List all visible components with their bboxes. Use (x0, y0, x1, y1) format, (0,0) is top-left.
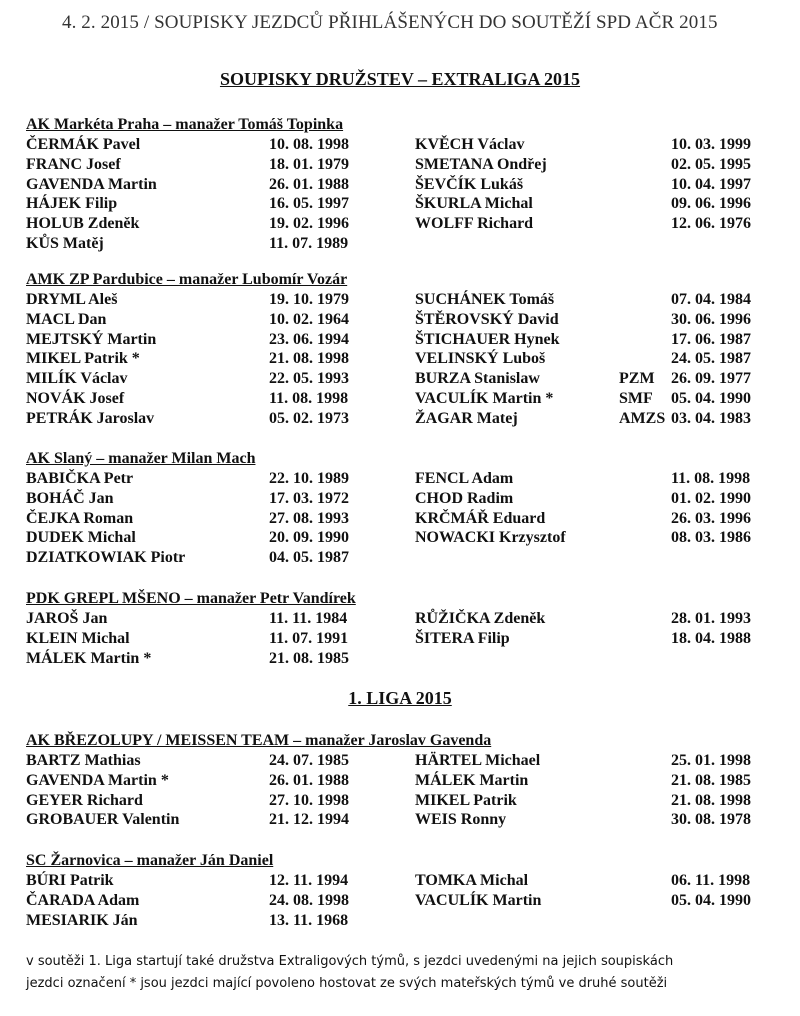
rider-name: GAVENDA Martin (26, 175, 157, 193)
rider-birthdate: 23. 06. 1994 (269, 330, 349, 348)
rider-birthdate: 21. 08. 1998 (269, 350, 349, 368)
rider-birthdate: 06. 11. 1998 (671, 872, 751, 889)
rider-name: HÄRTEL Michael (415, 752, 541, 769)
rider-birthdate: 26. 01. 1988 (269, 175, 349, 193)
rider-birthdate: 18. 04. 1988 (671, 629, 751, 647)
team-block-brezolupy-meissen (26, 731, 800, 830)
rider-name: GROBAUER Valentin (26, 811, 180, 829)
rider-name: MILÍK Václav (26, 370, 128, 388)
roster-row (26, 509, 800, 529)
rider-name: DRYML Aleš (26, 291, 118, 308)
rider-name: FENCL Adam (415, 470, 514, 487)
rider-birthdate: 09. 06. 1996 (671, 195, 751, 213)
rider-birthdate: 11. 08. 1998 (269, 389, 349, 407)
rider-name: MIKEL Patrik (415, 791, 517, 809)
rider-name: MIKEL Patrik * (26, 350, 140, 368)
rider-name: BOHÁČ Jan (26, 489, 114, 507)
rider-name: KVĚCH Václav (415, 136, 525, 153)
rider-birthdate: 28. 01. 1993 (671, 610, 751, 627)
document-header: 4. 2. 2015 / SOUPISKY JEZDCŮ PŘIHLÁŠENÝCH DO SOUTĚŽÍ SPD AČR 2015 (62, 12, 718, 33)
rider-birthdate: 05. 04. 1990 (671, 389, 751, 407)
rider-name: BABIČKA Petr (26, 470, 134, 487)
roster-row (26, 751, 800, 771)
roster-row (26, 290, 800, 310)
rider-federation: SMF (619, 389, 653, 407)
rider-birthdate: 18. 01. 1979 (269, 155, 349, 173)
roster-rows (26, 871, 800, 930)
rider-name: VELINSKÝ Luboš (415, 350, 546, 368)
rider-name: VACULÍK Martin * (415, 389, 554, 407)
rider-birthdate: 25. 01. 1998 (671, 752, 751, 769)
rider-name: DZIATKOWIAK Piotr (26, 549, 186, 567)
rider-name: ŽAGAR Matej (415, 409, 518, 427)
rider-birthdate: 30. 08. 1978 (671, 811, 751, 829)
rider-name: ČERMÁK Pavel (26, 136, 141, 153)
roster-row (26, 469, 800, 489)
roster-row (26, 155, 800, 175)
rider-birthdate: 10. 03. 1999 (671, 136, 751, 153)
rider-birthdate: 10. 08. 1998 (269, 136, 349, 153)
rider-birthdate: 10. 04. 1997 (671, 175, 751, 193)
team-block-marketa-praha (26, 115, 800, 254)
roster-row (26, 214, 800, 234)
rider-name: ČEJKA Roman (26, 509, 134, 527)
rider-birthdate: 11. 07. 1989 (269, 234, 349, 252)
rider-birthdate: 21. 12. 1994 (269, 811, 349, 829)
rider-birthdate: 26. 01. 1988 (269, 771, 349, 789)
rider-name: VACULÍK Martin (415, 891, 542, 909)
rider-name: HÁJEK Filip (26, 195, 118, 213)
rider-birthdate: 13. 11. 1968 (269, 911, 349, 929)
roster-row (26, 234, 800, 254)
roster-row (26, 871, 800, 891)
rider-name: ŠKURLA Michal (415, 195, 533, 213)
roster-row (26, 649, 800, 669)
rider-birthdate: 21. 08. 1985 (269, 649, 349, 667)
rider-birthdate: 24. 08. 1998 (269, 891, 349, 909)
rider-name: ŠEVČÍK Lukáš (415, 175, 524, 193)
rider-birthdate: 17. 06. 1987 (671, 330, 751, 348)
rider-name: GAVENDA Martin * (26, 771, 169, 789)
roster-row (26, 489, 800, 509)
team-title: AK BŘEZOLUPY / MEISSEN TEAM – manažer Jaroslav Gavenda (26, 732, 492, 749)
roster-row (26, 609, 800, 629)
rider-name: MESIARIK Ján (26, 911, 138, 929)
liga-section-title: 1. LIGA 2015 (348, 688, 452, 708)
rider-name: MACL Dan (26, 310, 107, 328)
roster-row (26, 135, 800, 155)
rider-name: MÁLEK Martin * (26, 649, 152, 667)
team-title: SC Žarnovica – manažer Ján Daniel (26, 852, 274, 869)
rider-birthdate: 12. 06. 1976 (671, 215, 751, 233)
footer-note (26, 951, 786, 995)
rider-birthdate: 11. 07. 1991 (269, 629, 349, 647)
rider-birthdate: 21. 08. 1998 (671, 791, 751, 809)
rider-name: NOWACKI Krzysztof (415, 529, 566, 547)
rider-name: ŠTĚROVSKÝ David (415, 310, 559, 328)
rider-birthdate: 16. 05. 1997 (269, 195, 349, 213)
roster-rows (26, 135, 800, 254)
rider-birthdate: 22. 05. 1993 (269, 370, 349, 388)
rider-name: RŮŽIČKA Zdeněk (415, 610, 546, 627)
rider-birthdate: 24. 07. 1985 (269, 752, 349, 769)
rider-birthdate: 27. 10. 1998 (269, 791, 349, 809)
roster-row (26, 771, 800, 791)
rider-name: TOMKA Michal (415, 872, 529, 889)
roster-row (26, 810, 800, 830)
rider-birthdate: 02. 05. 1995 (671, 155, 751, 173)
roster-rows (26, 290, 800, 429)
roster-rows (26, 609, 800, 668)
rider-name: MÁLEK Martin (415, 771, 529, 789)
rider-name: GEYER Richard (26, 791, 143, 809)
extraliga-section-title: SOUPISKY DRUŽSTEV – EXTRALIGA 2015 (219, 69, 581, 89)
rider-name: CHOD Radim (415, 489, 514, 507)
roster-row (26, 310, 800, 330)
rider-name: PETRÁK Jaroslav (26, 409, 155, 427)
rider-name: JAROŠ Jan (26, 610, 108, 627)
roster-row (26, 369, 800, 389)
roster-row (26, 791, 800, 811)
roster-row (26, 330, 800, 350)
rider-birthdate: 08. 03. 1986 (671, 529, 751, 547)
rider-name: FRANC Josef (26, 155, 121, 173)
rider-name: BÚRI Patrik (26, 872, 114, 889)
rider-birthdate: 26. 09. 1977 (671, 370, 751, 388)
rider-birthdate: 27. 08. 1993 (269, 509, 349, 527)
roster-row (26, 194, 800, 214)
team-block-pardubice (26, 270, 800, 429)
rider-name: WEIS Ronny (415, 811, 507, 829)
roster-row (26, 548, 800, 568)
rider-birthdate: 21. 08. 1985 (671, 771, 751, 789)
rider-name: WOLFF Richard (415, 215, 534, 233)
rider-birthdate: 07. 04. 1984 (671, 291, 751, 308)
rider-name: MEJTSKÝ Martin (26, 330, 157, 348)
rider-name: SUCHÁNEK Tomáš (415, 291, 555, 308)
rider-birthdate: 05. 04. 1990 (671, 891, 751, 909)
team-title: AK Markéta Praha – manažer Tomáš Topinka (26, 116, 344, 133)
rider-federation: PZM (619, 370, 655, 388)
rider-birthdate: 22. 10. 1989 (269, 470, 349, 487)
rider-name: NOVÁK Josef (26, 389, 125, 407)
rider-birthdate: 19. 02. 1996 (269, 215, 349, 233)
rider-birthdate: 17. 03. 1972 (269, 489, 349, 507)
footer-note-line-1: v soutěži 1. Liga startují také družstva Extraligových týmů, s jezdci uvedenými na jejich soupiskách (26, 954, 674, 969)
rider-birthdate: 03. 04. 1983 (671, 409, 751, 427)
rider-birthdate: 05. 02. 1973 (269, 409, 349, 427)
team-block-grepl-mseno (26, 589, 800, 668)
roster-row (26, 349, 800, 369)
team-title: PDK GREPL MŠENO – manažer Petr Vandírek (26, 590, 356, 607)
team-title: AK Slaný – manažer Milan Mach (26, 450, 256, 467)
roster-row (26, 175, 800, 195)
rider-birthdate: 19. 10. 1979 (269, 291, 349, 308)
team-block-zarnovica (26, 851, 800, 930)
rider-birthdate: 26. 03. 1996 (671, 509, 751, 527)
rider-name: HOLUB Zdeněk (26, 215, 140, 233)
roster-row (26, 911, 800, 931)
rider-birthdate: 24. 05. 1987 (671, 350, 751, 368)
roster-row (26, 629, 800, 649)
roster-row (26, 389, 800, 409)
rider-birthdate: 01. 02. 1990 (671, 489, 751, 507)
rider-birthdate: 11. 11. 1984 (269, 610, 348, 627)
rider-name: ŠITERA Filip (415, 629, 510, 647)
footer-note-line-2: jezdci označení * jsou jezdci mající povoleno hostovat ze svých mateřských týmů ve druhé soutěži (26, 976, 668, 991)
rider-name: BARTZ Mathias (26, 752, 141, 769)
rider-birthdate: 12. 11. 1994 (269, 872, 349, 889)
roster-row (26, 528, 800, 548)
roster-rows (26, 469, 800, 568)
rider-name: KRČMÁŘ Eduard (415, 509, 546, 527)
rider-name: KLEIN Michal (26, 629, 130, 647)
rider-name: ČARADA Adam (26, 891, 140, 909)
rider-birthdate: 10. 02. 1964 (269, 310, 349, 328)
team-title: AMK ZP Pardubice – manažer Lubomír Vozár (26, 271, 348, 288)
rider-birthdate: 20. 09. 1990 (269, 529, 349, 547)
roster-row (26, 409, 800, 429)
rider-birthdate: 11. 08. 1998 (671, 470, 751, 487)
rider-name: KŮS Matěj (26, 234, 104, 252)
rider-federation: AMZS (619, 409, 666, 427)
rider-name: BURZA Stanislaw (415, 370, 540, 388)
rider-name: DUDEK Michal (26, 529, 136, 547)
team-block-slany (26, 449, 800, 568)
rider-name: ŠTICHAUER Hynek (415, 330, 560, 348)
roster-row (26, 891, 800, 911)
rider-birthdate: 30. 06. 1996 (671, 310, 751, 328)
roster-rows (26, 751, 800, 830)
rider-name: SMETANA Ondřej (415, 155, 547, 173)
rider-birthdate: 04. 05. 1987 (269, 549, 349, 567)
